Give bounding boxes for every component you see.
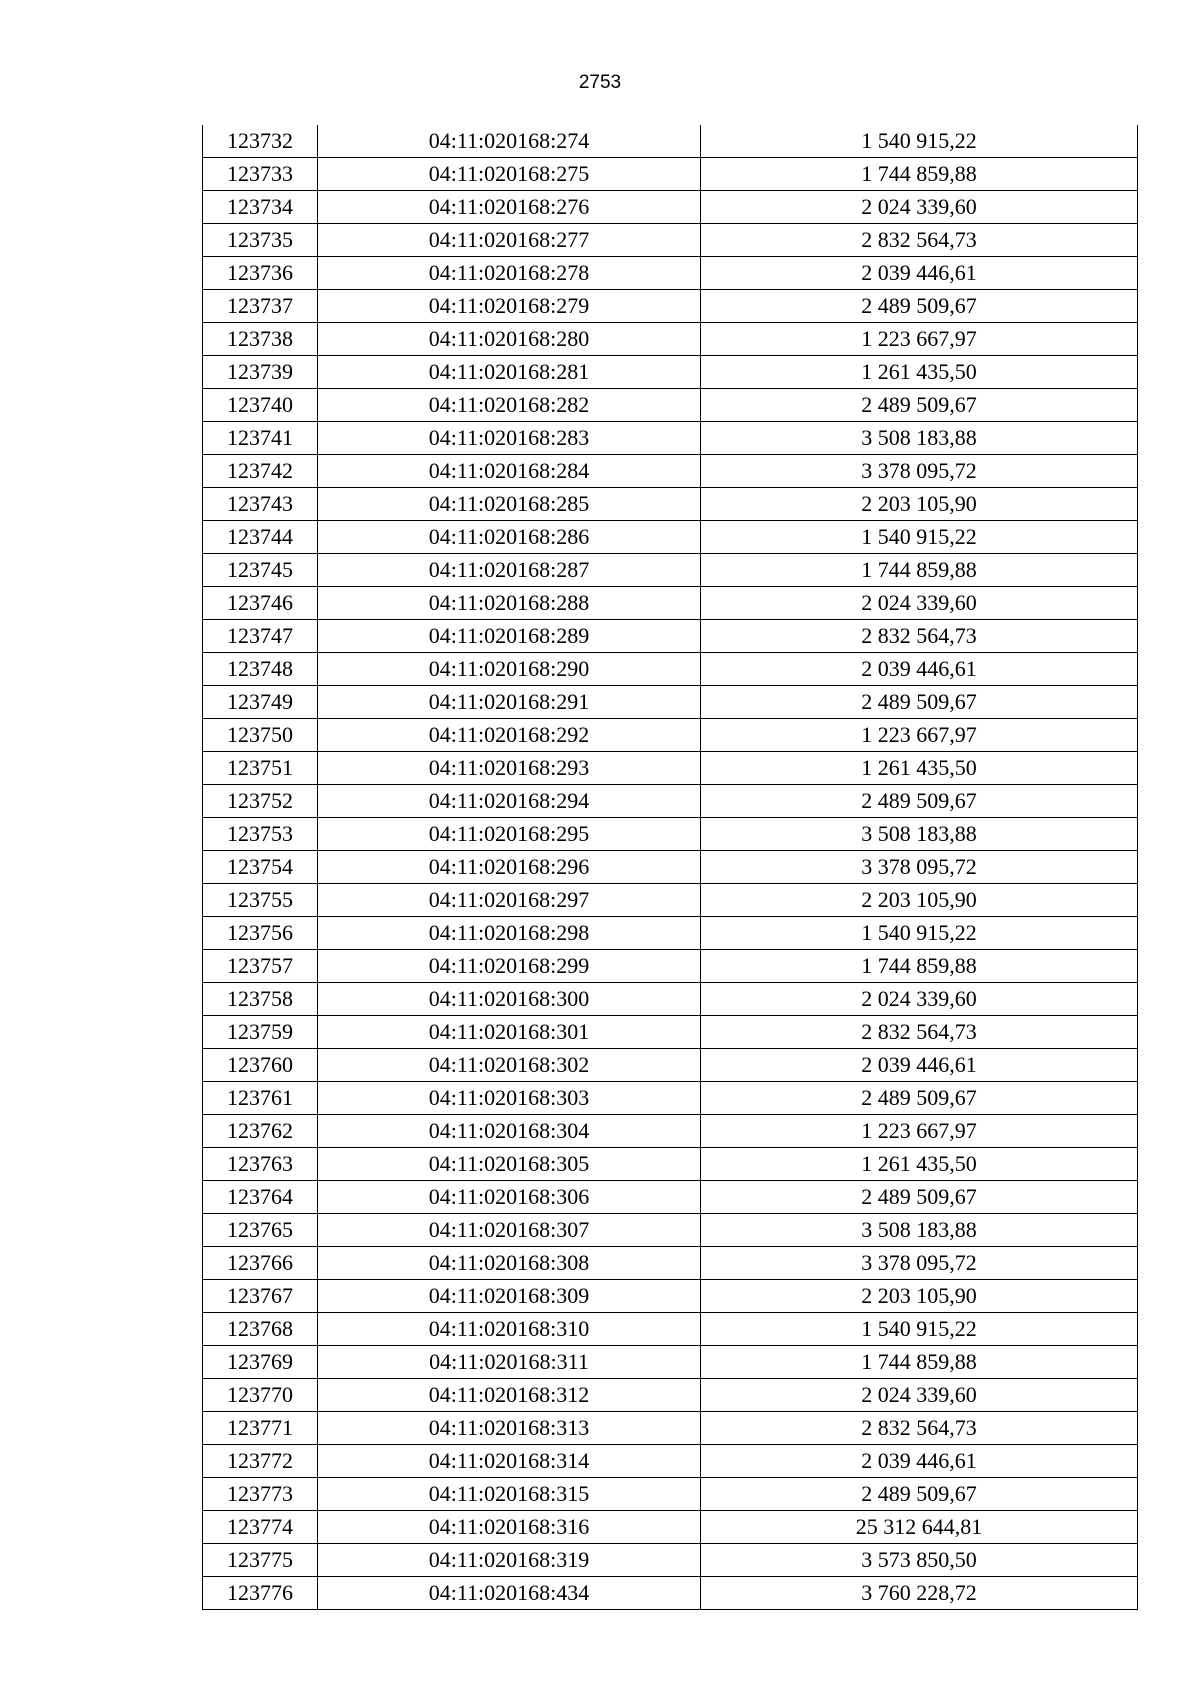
cadastral-number-cell: 04:11:020168:278 (318, 257, 701, 290)
table-row (203, 1346, 1138, 1379)
row-number-cell: 123775 (203, 1544, 318, 1577)
row-number-cell: 123753 (203, 818, 318, 851)
row-number-cell: 123741 (203, 422, 318, 455)
cadastral-value-cell: 2 203 105,90 (701, 884, 1138, 917)
cadastral-number-cell: 04:11:020168:275 (318, 158, 701, 191)
cadastral-value-cell: 2 024 339,60 (701, 1379, 1138, 1412)
table-row (203, 1016, 1138, 1049)
table-row (203, 257, 1138, 290)
cadastral-value-cell: 1 261 435,50 (701, 752, 1138, 785)
table-body (203, 125, 1138, 1610)
table-row (203, 356, 1138, 389)
cadastral-value-cell: 1 540 915,22 (701, 1313, 1138, 1346)
table-row (203, 1379, 1138, 1412)
cadastral-value-cell: 1 261 435,50 (701, 1148, 1138, 1181)
row-number-cell: 123773 (203, 1478, 318, 1511)
row-number-cell: 123738 (203, 323, 318, 356)
cadastral-value-cell: 3 378 095,72 (701, 851, 1138, 884)
cadastral-number-cell: 04:11:020168:312 (318, 1379, 701, 1412)
table-row (203, 752, 1138, 785)
registry-table (202, 125, 1138, 1610)
row-number-cell: 123763 (203, 1148, 318, 1181)
row-number-cell: 123739 (203, 356, 318, 389)
cadastral-value-cell: 1 223 667,97 (701, 1115, 1138, 1148)
table-row (203, 389, 1138, 422)
table-row (203, 1082, 1138, 1115)
table-row (203, 884, 1138, 917)
cadastral-number-cell: 04:11:020168:303 (318, 1082, 701, 1115)
cadastral-value-cell: 3 378 095,72 (701, 1247, 1138, 1280)
cadastral-number-cell: 04:11:020168:311 (318, 1346, 701, 1379)
row-number-cell: 123737 (203, 290, 318, 323)
cadastral-value-cell: 1 540 915,22 (701, 125, 1138, 158)
cadastral-value-cell: 2 039 446,61 (701, 1049, 1138, 1082)
table-row (203, 1181, 1138, 1214)
cadastral-value-cell: 25 312 644,81 (701, 1511, 1138, 1544)
row-number-cell: 123768 (203, 1313, 318, 1346)
row-number-cell: 123769 (203, 1346, 318, 1379)
cadastral-value-cell: 2 489 509,67 (701, 1478, 1138, 1511)
cadastral-value-cell: 2 489 509,67 (701, 1181, 1138, 1214)
cadastral-number-cell: 04:11:020168:300 (318, 983, 701, 1016)
row-number-cell: 123755 (203, 884, 318, 917)
row-number-cell: 123762 (203, 1115, 318, 1148)
cadastral-value-cell: 2 489 509,67 (701, 785, 1138, 818)
table-row (203, 1511, 1138, 1544)
cadastral-value-cell: 2 024 339,60 (701, 983, 1138, 1016)
cadastral-number-cell: 04:11:020168:309 (318, 1280, 701, 1313)
row-number-cell: 123750 (203, 719, 318, 752)
row-number-cell: 123776 (203, 1577, 318, 1610)
cadastral-number-cell: 04:11:020168:277 (318, 224, 701, 257)
cadastral-value-cell: 3 760 228,72 (701, 1577, 1138, 1610)
table-row (203, 950, 1138, 983)
cadastral-value-cell: 1 261 435,50 (701, 356, 1138, 389)
cadastral-number-cell: 04:11:020168:291 (318, 686, 701, 719)
cadastral-number-cell: 04:11:020168:282 (318, 389, 701, 422)
cadastral-value-cell: 2 203 105,90 (701, 488, 1138, 521)
cadastral-number-cell: 04:11:020168:306 (318, 1181, 701, 1214)
cadastral-number-cell: 04:11:020168:280 (318, 323, 701, 356)
cadastral-number-cell: 04:11:020168:284 (318, 455, 701, 488)
table-row (203, 1049, 1138, 1082)
cadastral-value-cell: 1 540 915,22 (701, 917, 1138, 950)
row-number-cell: 123766 (203, 1247, 318, 1280)
row-number-cell: 123747 (203, 620, 318, 653)
cadastral-number-cell: 04:11:020168:281 (318, 356, 701, 389)
row-number-cell: 123745 (203, 554, 318, 587)
cadastral-number-cell: 04:11:020168:319 (318, 1544, 701, 1577)
cadastral-number-cell: 04:11:020168:286 (318, 521, 701, 554)
row-number-cell: 123734 (203, 191, 318, 224)
table-row (203, 587, 1138, 620)
cadastral-number-cell: 04:11:020168:301 (318, 1016, 701, 1049)
cadastral-number-cell: 04:11:020168:310 (318, 1313, 701, 1346)
table-row (203, 983, 1138, 1016)
cadastral-number-cell: 04:11:020168:304 (318, 1115, 701, 1148)
cadastral-number-cell: 04:11:020168:308 (318, 1247, 701, 1280)
cadastral-value-cell: 1 744 859,88 (701, 158, 1138, 191)
cadastral-number-cell: 04:11:020168:289 (318, 620, 701, 653)
row-number-cell: 123764 (203, 1181, 318, 1214)
cadastral-number-cell: 04:11:020168:290 (318, 653, 701, 686)
row-number-cell: 123758 (203, 983, 318, 1016)
table-row (203, 1478, 1138, 1511)
cadastral-value-cell: 1 744 859,88 (701, 554, 1138, 587)
table-row (203, 488, 1138, 521)
row-number-cell: 123743 (203, 488, 318, 521)
cadastral-number-cell: 04:11:020168:293 (318, 752, 701, 785)
table-row (203, 1577, 1138, 1610)
cadastral-value-cell: 2 039 446,61 (701, 257, 1138, 290)
cadastral-value-cell: 2 832 564,73 (701, 1412, 1138, 1445)
cadastral-number-cell: 04:11:020168:313 (318, 1412, 701, 1445)
row-number-cell: 123767 (203, 1280, 318, 1313)
table-row (203, 554, 1138, 587)
row-number-cell: 123733 (203, 158, 318, 191)
table-row (203, 1280, 1138, 1313)
table-row (203, 125, 1138, 158)
table-row (203, 323, 1138, 356)
table-row (203, 1544, 1138, 1577)
table-row (203, 224, 1138, 257)
table-row (203, 917, 1138, 950)
cadastral-number-cell: 04:11:020168:302 (318, 1049, 701, 1082)
cadastral-value-cell: 3 573 850,50 (701, 1544, 1138, 1577)
cadastral-value-cell: 3 508 183,88 (701, 1214, 1138, 1247)
cadastral-value-cell: 1 223 667,97 (701, 719, 1138, 752)
cadastral-number-cell: 04:11:020168:285 (318, 488, 701, 521)
cadastral-number-cell: 04:11:020168:297 (318, 884, 701, 917)
table-row (203, 620, 1138, 653)
cadastral-number-cell: 04:11:020168:315 (318, 1478, 701, 1511)
row-number-cell: 123742 (203, 455, 318, 488)
row-number-cell: 123759 (203, 1016, 318, 1049)
cadastral-number-cell: 04:11:020168:295 (318, 818, 701, 851)
cadastral-value-cell: 2 832 564,73 (701, 1016, 1138, 1049)
row-number-cell: 123732 (203, 125, 318, 158)
row-number-cell: 123772 (203, 1445, 318, 1478)
table-row (203, 785, 1138, 818)
row-number-cell: 123735 (203, 224, 318, 257)
table-row (203, 818, 1138, 851)
cadastral-value-cell: 2 489 509,67 (701, 290, 1138, 323)
cadastral-number-cell: 04:11:020168:292 (318, 719, 701, 752)
cadastral-value-cell: 1 223 667,97 (701, 323, 1138, 356)
cadastral-value-cell: 3 378 095,72 (701, 455, 1138, 488)
table-row (203, 1412, 1138, 1445)
cadastral-number-cell: 04:11:020168:296 (318, 851, 701, 884)
table-row (203, 1115, 1138, 1148)
row-number-cell: 123757 (203, 950, 318, 983)
table-row (203, 191, 1138, 224)
cadastral-value-cell: 2 039 446,61 (701, 653, 1138, 686)
cadastral-number-cell: 04:11:020168:316 (318, 1511, 701, 1544)
cadastral-value-cell: 2 489 509,67 (701, 1082, 1138, 1115)
table-row (203, 290, 1138, 323)
table-row (203, 1445, 1138, 1478)
cadastral-value-cell: 2 203 105,90 (701, 1280, 1138, 1313)
cadastral-number-cell: 04:11:020168:279 (318, 290, 701, 323)
cadastral-number-cell: 04:11:020168:307 (318, 1214, 701, 1247)
row-number-cell: 123749 (203, 686, 318, 719)
cadastral-value-cell: 2 832 564,73 (701, 620, 1138, 653)
cadastral-value-cell: 3 508 183,88 (701, 422, 1138, 455)
cadastral-value-cell: 2 832 564,73 (701, 224, 1138, 257)
row-number-cell: 123774 (203, 1511, 318, 1544)
cadastral-number-cell: 04:11:020168:283 (318, 422, 701, 455)
row-number-cell: 123765 (203, 1214, 318, 1247)
row-number-cell: 123744 (203, 521, 318, 554)
row-number-cell: 123751 (203, 752, 318, 785)
cadastral-value-cell: 1 744 859,88 (701, 950, 1138, 983)
cadastral-value-cell: 3 508 183,88 (701, 818, 1138, 851)
cadastral-value-cell: 2 039 446,61 (701, 1445, 1138, 1478)
table-row (203, 1247, 1138, 1280)
cadastral-number-cell: 04:11:020168:274 (318, 125, 701, 158)
cadastral-number-cell: 04:11:020168:294 (318, 785, 701, 818)
table-row (203, 1148, 1138, 1181)
page-number: 2753 (578, 72, 622, 93)
cadastral-number-cell: 04:11:020168:288 (318, 587, 701, 620)
row-number-cell: 123754 (203, 851, 318, 884)
table-row (203, 158, 1138, 191)
cadastral-number-cell: 04:11:020168:276 (318, 191, 701, 224)
cadastral-number-cell: 04:11:020168:314 (318, 1445, 701, 1478)
table-row (203, 719, 1138, 752)
row-number-cell: 123761 (203, 1082, 318, 1115)
cadastral-number-cell: 04:11:020168:305 (318, 1148, 701, 1181)
table-row (203, 851, 1138, 884)
cadastral-value-cell: 2 489 509,67 (701, 686, 1138, 719)
cadastral-value-cell: 1 540 915,22 (701, 521, 1138, 554)
cadastral-number-cell: 04:11:020168:298 (318, 917, 701, 950)
cadastral-number-cell: 04:11:020168:434 (318, 1577, 701, 1610)
row-number-cell: 123746 (203, 587, 318, 620)
cadastral-number-cell: 04:11:020168:287 (318, 554, 701, 587)
table-row (203, 455, 1138, 488)
row-number-cell: 123736 (203, 257, 318, 290)
row-number-cell: 123760 (203, 1049, 318, 1082)
row-number-cell: 123740 (203, 389, 318, 422)
table-row (203, 686, 1138, 719)
table-row (203, 521, 1138, 554)
row-number-cell: 123752 (203, 785, 318, 818)
row-number-cell: 123770 (203, 1379, 318, 1412)
row-number-cell: 123771 (203, 1412, 318, 1445)
table-row (203, 1313, 1138, 1346)
cadastral-value-cell: 2 489 509,67 (701, 389, 1138, 422)
cadastral-value-cell: 2 024 339,60 (701, 191, 1138, 224)
row-number-cell: 123756 (203, 917, 318, 950)
cadastral-value-cell: 1 744 859,88 (701, 1346, 1138, 1379)
cadastral-value-cell: 2 024 339,60 (701, 587, 1138, 620)
table-row (203, 653, 1138, 686)
row-number-cell: 123748 (203, 653, 318, 686)
table-row (203, 422, 1138, 455)
cadastral-number-cell: 04:11:020168:299 (318, 950, 701, 983)
table-row (203, 1214, 1138, 1247)
